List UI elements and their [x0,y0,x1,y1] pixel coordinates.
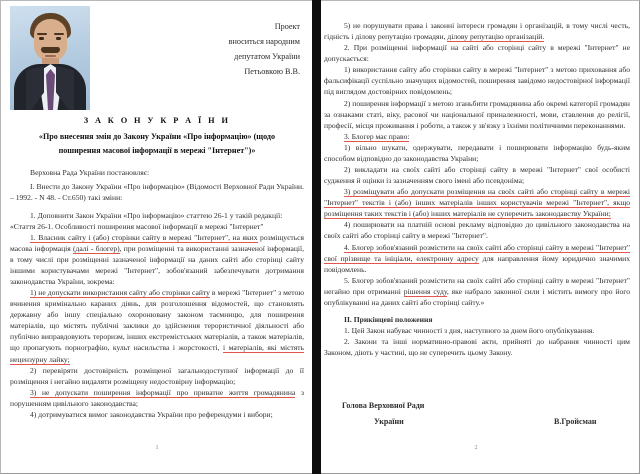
paragraph-2-sub-1: 1) використання сайту або сторінки сайту в мережі "Інтернет" з метою приховання або фальсифікації суспільно значущих відомостей, поширення завідомо недостовірної інформації під виглядом достовірних повідомлень; [324,65,630,97]
signature-title-line: Голова Верховної Ради [342,401,425,411]
paragraph-part-5: 5. Блогер зобов'язаний розмістити на своїх сайті або сторінці сайту в мережі "Інтернет" негайно при отриманні рішення суду, яке набрало законної сили і містить вимогу про його опублікуванні на даних сайті або сторінці сайту.» [324,275,630,307]
paragraph-article-26-1: «Стаття 26-1. Особливості поширення масової інформації в мережі "Інтернет" [10,221,264,231]
portrait-eye-left [39,37,44,40]
page-gutter-divider [312,0,321,474]
paragraph-3-sub-3 [324,186,630,219]
paragraph-final-2: 2. Закони та інші нормативно-правові акти, прийняті до набрання чинності цим Законом, діють у частині, що не суперечить цьому Закону. [324,337,630,358]
paragraph-final-1: 1. Цей Закон набуває чинності з дня, наступного за днем його опублікування. [344,326,595,336]
paragraph-sub-2: 2) перевіряти достовірність розміщеної загальнодоступної інформації до її розміщення і негайно видаляти розміщену недостовірну інформацію; [10,365,304,386]
law-subtitle-line-2: поширення масової інформації в мережі "Інтернет")» [58,146,256,156]
paragraph-3-sub-1: 1) вільно шукати, одержувати, передавати і поширювати інформацію будь-яким способом відповідно до законодавства України; [324,142,630,163]
paragraph-part-3 [324,131,630,142]
imprint-line-3: депутатом України [234,51,300,61]
redline-underline: 3) не допускати поширення інформації про приватне життя громадянина [30,387,296,397]
law-subtitle [10,130,304,158]
imprint-line-2: вноситься народним [228,36,300,46]
document-page-1 [0,0,313,474]
document-page-2 [313,0,640,474]
page-number-1: 1 [155,444,159,451]
paragraph-3-sub-2: 2) викладати на своїх сайті або сторінці сайту в мережі "Інтернет" свої особисті судження й оцінки із зазначенням свого імені або псевдоніма; [324,165,630,186]
portrait-brow-right [54,33,64,35]
deputy-portrait-photo [10,6,90,110]
redline-underline: (далі - блогер) [72,243,120,253]
signature-block [324,398,630,430]
imprint-line-4: Петьовкою В.В. [244,66,300,76]
paragraph-part-1: 1. Власник сайту і (або) сторінки сайту в мережі "Інтернет", на яких розміщується масова інформація (далі - блогер), при розміщенні та використанні зазначеної інформації, в тому числі при розміщенні зазначеної інформації на даних сайті або сторінці сайту іншими користувачами мережі "Інтернет", зобов'язаний забезпечувати дотримання законодавства України, зокрема: [10,232,305,287]
page-1-header-zone [10,6,304,110]
redline-underline: і матеріалів, які містять нецензурну лайку; [10,343,304,364]
paragraph-3-sub-4: 4) поширювати на платній основі рекламу відповідно до цивільного законодавства на своїх сайті або сторінці сайту в мережі "Інтернет". [324,220,630,241]
portrait-mouth [45,55,56,57]
paragraph-item-1: 1. Доповнити Закон України «Про інформацію» статтею 26-1 у такій редакції: [30,210,283,220]
paragraph-2-sub-2: 2) поширення інформації з метою зганьбити громадянина або окремі категорії громадян за ознаками статі, віку, расової чи національної приналежності, мови, ставлення до релігії, професії, місця проживання і роботи, а також у зв'язку з їхніми політичними переконаннями. [324,98,630,130]
signature-name: В.Гройсман [554,417,597,427]
paragraph-roman-ii: II. Прикінцеві положення [344,315,433,325]
redline-underline: 4. Блогер зобов'язаний розмістити на своїх сайті або сторінці сайту в мережі "Інтернет" [344,242,630,252]
page-1-body [10,167,304,420]
portrait-brow-left [37,33,47,35]
paragraph-roman-i: I. Внести до Закону України «Про інформацію» (Відомості Верховної Ради України. – 1992. - N 48. - Ст.650) такі зміни: [10,182,304,203]
law-title: З А К О Н У К Р А Ї Н И [83,116,231,125]
paragraph-sub-1: 1) не допускати використання сайту або сторінки сайту в мережі "Інтернет" з метою вчинення кримінально караних діянь, для розголошення відомостей, що становлять державну або іншу спеціально охоронювану законом таємницю, для поширення матеріалів, що містять публічні заклики до здійснення терористичної діяльності або публічно виправдовують тероризм, інших екстремістських матеріалів, а також матеріалів, що пропагують порнографію, культ насильства і жорстокості, і матеріалів, які містять нецензурну лайку; [10,288,304,364]
submission-imprint-block [98,6,304,80]
page-number-2: 2 [474,444,478,451]
portrait-moustache [41,47,60,53]
paragraph-part-4: 4. Блогер зобов'язаний розмістити на своїх сайті або сторінці сайту в мережі "Інтернет" свої прізвище та ініціали, електронну адресу для направлення йому юридично значимих повідомлень. [324,242,631,274]
paragraph-sub-3: 3) не допускати поширення інформації про приватне життя громадянина з порушенням цивільного законодавства; [10,387,304,408]
paragraph-part-2: 2. При розміщенні інформації на сайті або сторінці сайту в мережі "Інтернет" не допускається: [324,43,630,64]
redline-underline: ділову репутацію організацій. [447,32,545,42]
paragraph-sub-5: 5) не порушувати права і законні інтереси громадян і організацій, в тому числі честь, гідність і ділову репутацію громадян, ділову репутацію організацій. [324,21,630,42]
signature-country: України [374,417,404,427]
imprint-line-1: Проект [274,22,300,31]
paragraph-rada: Верховна Рада України постановляє: [30,168,150,178]
redline-underline: свої прізвище та ініціали, електронну адресу [324,253,479,263]
law-subtitle-line-1: «Про внесення змін до Закону України «Про інформацію» (щодо [38,132,276,141]
page-2-body [324,20,630,430]
paragraph-sub-4: 4) дотримуватися вимог законодавства України про референдуми і вибори; [30,409,273,419]
redline-underline: 3. Блогер має право: [344,131,410,141]
portrait-eye-right [56,37,61,40]
redline-underline: 3) розміщувати або допускати розміщення на своїх сайті або сторінці сайту в мережі "Інтернет" текстів і (або) інших матеріалів інших користувачів мережі "Інтернет", якщо розміщення таких текстів і (або) інших матеріалів не суперечить законодавству України; [324,187,630,219]
redline-underline: рішення суду [403,286,447,296]
redline-underline: 1. Власник сайту і (або) сторінки сайту в мережі "Інтернет", на яких [30,232,258,242]
redline-underline: 1) не допускати використання сайту або сторінки сайту [30,288,210,298]
signature-second-line [324,414,630,430]
